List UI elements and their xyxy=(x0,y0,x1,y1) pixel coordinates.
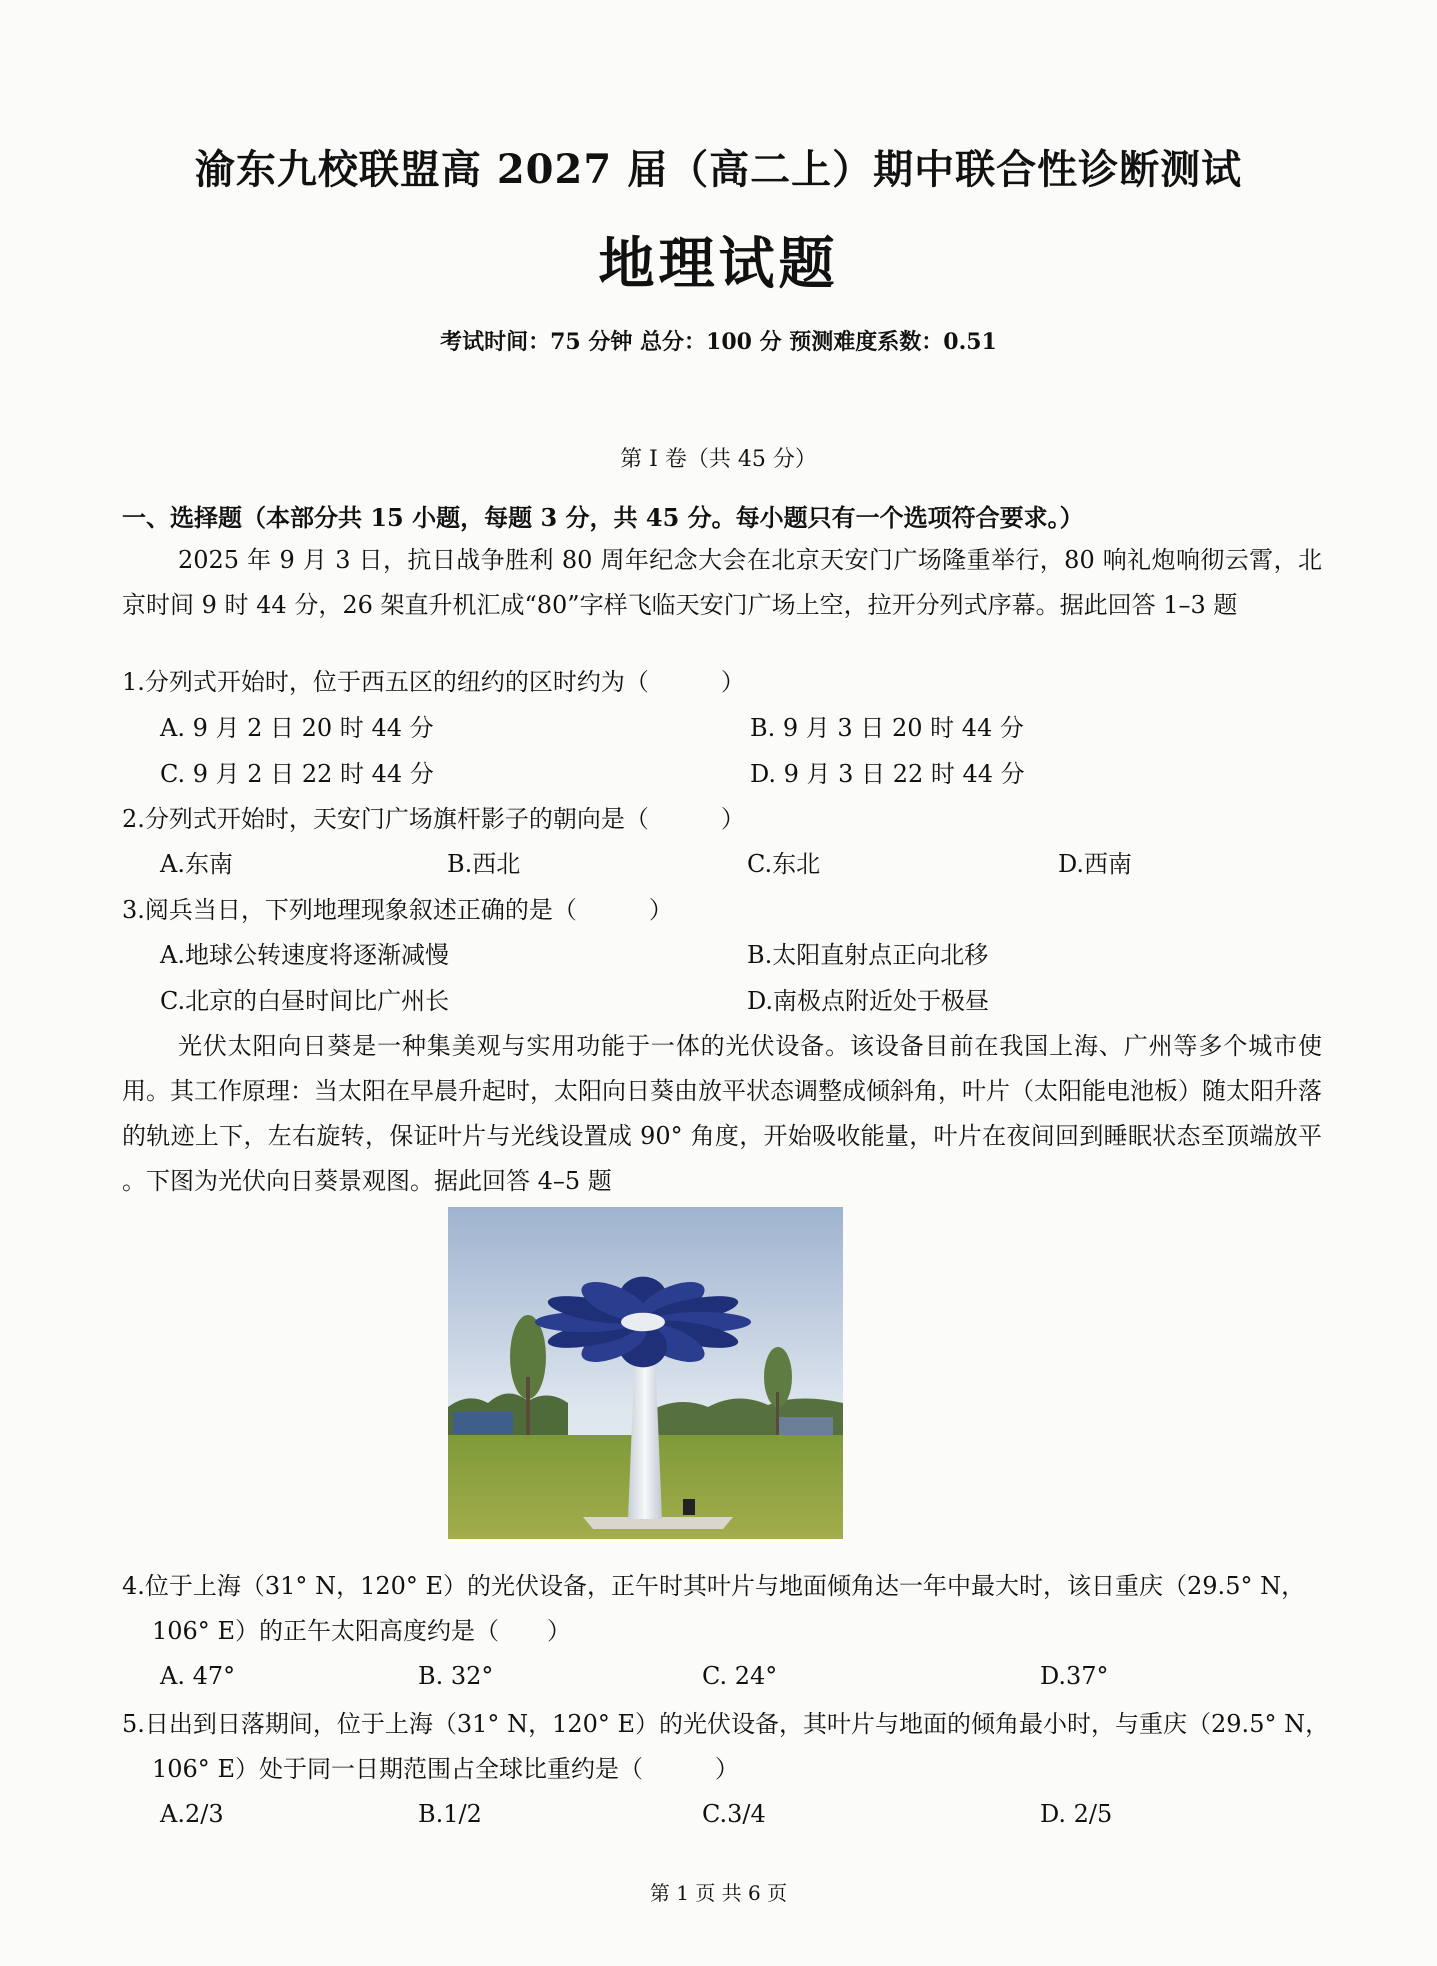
question-5-stem: 5.日出到日落期间，位于上海（31° N，120° E）的光伏设备，其叶片与地面的倾角最小时，与重庆（29.5° N，106° E）处于同一日期范围占全球比重约是（ ） xyxy=(122,1710,1330,1783)
exam-info: 考试时间：75 分钟 总分：100 分 预测难度系数：0.51 xyxy=(440,329,997,355)
passage-1: 2025 年 9 月 3 日，抗日战争胜利 80 周年纪念大会在北京天安门广场隆重举行，80 响礼炮响彻云霄，北京时间 9 时 44 分，26 架直升机汇成“80”字样飞临天安门广场上空，拉开分列式序幕。据此回答 1–3 题 xyxy=(122,546,1322,619)
passage-2: 光伏太阳向日葵是一种集美观与实用功能于一体的光伏设备。该设备目前在我国上海、广州等多个城市使用。其工作原理：当太阳在早晨升起时，太阳向日葵由放平状态调整成倾斜角，叶片（太阳能电池板）随太阳升落的轨迹上下，左右旋转，保证叶片与光线设置成 90° 角度，开始吸收能量，叶片在夜间回到睡眠状态至顶端放平 。下图为光伏向日葵景观图。据此回答 4–5 题 xyxy=(122,1032,1322,1195)
page-footer: 第 1 页 共 6 页 xyxy=(649,1881,788,1905)
q5-option-d: D. 2/5 xyxy=(1040,1800,1113,1828)
q5-option-a: A.2/3 xyxy=(160,1800,224,1828)
subject-title: 地理试题 xyxy=(598,231,839,297)
exam-title: 渝东九校联盟高 2027 届（高二上）期中联合性诊断测试 xyxy=(194,146,1243,193)
q5-option-c: C.3/4 xyxy=(702,1800,766,1828)
q2-option-b: B.西北 xyxy=(447,850,521,878)
q4-option-a: A. 47° xyxy=(160,1662,236,1690)
q1-option-b: B. 9 月 3 日 20 时 44 分 xyxy=(750,714,1024,742)
q2-option-d: D.西南 xyxy=(1058,850,1133,878)
q5-option-b: B.1/2 xyxy=(418,1800,482,1828)
q1-option-c: C. 9 月 2 日 22 时 44 分 xyxy=(160,760,434,788)
q4-option-b: B. 32° xyxy=(418,1662,494,1690)
q2-option-c: C.东北 xyxy=(747,850,821,878)
q2-option-a: A.东南 xyxy=(160,850,233,878)
section-heading: 一、选择题（本部分共 15 小题，每题 3 分，共 45 分。每小题只有一个选项符合要求。） xyxy=(122,503,1084,532)
q1-option-a: A. 9 月 2 日 20 时 44 分 xyxy=(160,714,434,742)
q4-option-d: D.37° xyxy=(1040,1662,1109,1690)
question-3-stem: 3.阅兵当日，下列地理现象叙述正确的是（ ） xyxy=(122,896,673,924)
q3-option-b: B.太阳直射点正向北移 xyxy=(747,941,989,969)
q3-option-c: C.北京的白昼时间比广州长 xyxy=(160,987,450,1015)
q3-option-d: D.南极点附近处于极昼 xyxy=(747,987,990,1015)
question-4-stem: 4.位于上海（31° N，120° E）的光伏设备，正午时其叶片与地面倾角达一年中最大时，该日重庆（29.5° N，106° E）的正午太阳高度约是（ ） xyxy=(122,1572,1306,1645)
question-1-stem: 1.分列式开始时，位于西五区的纽约的区时约为（ ） xyxy=(122,668,745,696)
solar-sunflower-photo xyxy=(448,1207,843,1539)
q3-option-a: A.地球公转速度将逐渐减慢 xyxy=(160,941,449,969)
volume-label: 第 I 卷（共 45 分） xyxy=(620,447,817,472)
q1-option-d: D. 9 月 3 日 22 时 44 分 xyxy=(750,760,1025,788)
q4-option-c: C. 24° xyxy=(702,1662,778,1690)
question-2-stem: 2.分列式开始时，天安门广场旗杆影子的朝向是（ ） xyxy=(122,805,745,833)
